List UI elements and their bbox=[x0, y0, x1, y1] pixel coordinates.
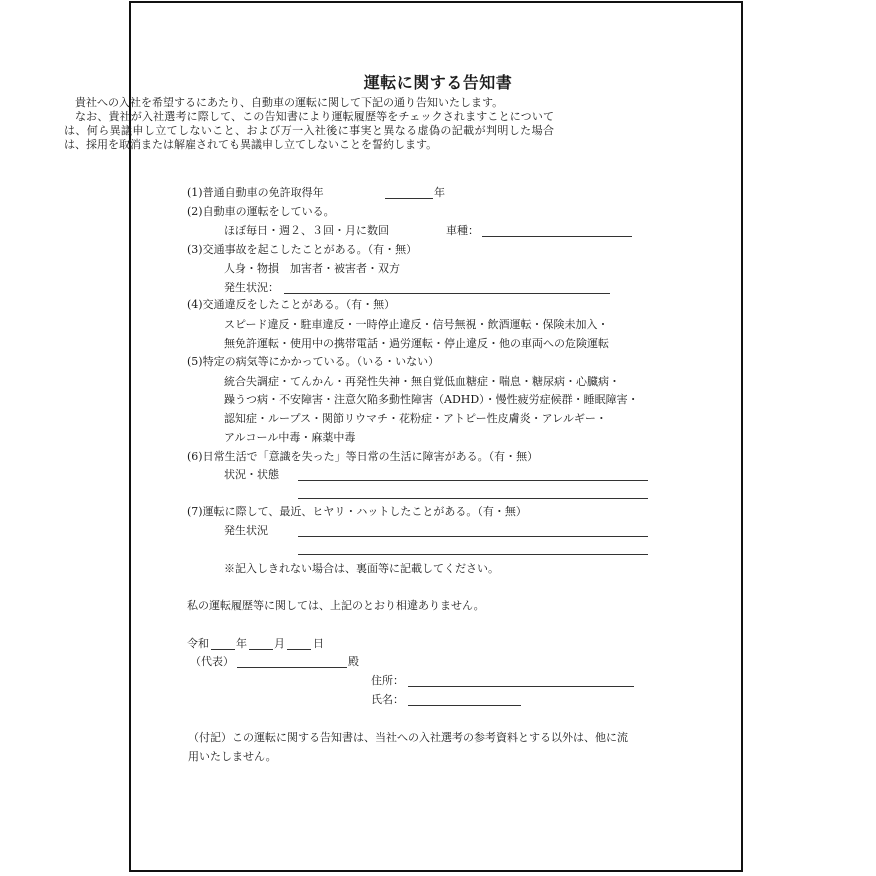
representative-suffix: 殿 bbox=[348, 655, 359, 668]
item-5-illness-line-1: 統合失調症・てんかん・再発性失神・無自覚低血糖症・喘息・糖尿病・心臓病・ bbox=[224, 375, 620, 388]
item-2-frequency: ほぼ毎日・週２、３回・月に数回 bbox=[224, 224, 389, 237]
item-3-accident-type: 人身・物損 加害者・被害者・双方 bbox=[224, 262, 400, 275]
item-7-field-2[interactable] bbox=[298, 554, 648, 555]
item-4-violations-line-2: 無免許運転・使用中の携帯電話・過労運転・停止違反・他の車両への危険運転 bbox=[224, 337, 609, 350]
item-7-field-1[interactable] bbox=[298, 536, 648, 537]
item-7-label: (7)運転に際して、最近、ヒヤリ・ハットしたことがある。（有・無） bbox=[187, 505, 527, 518]
date-era: 令和 bbox=[187, 637, 209, 650]
intro-text bbox=[64, 96, 554, 152]
item-5-illness-line-2: 躁うつ病・不安障害・注意欠陥多動性障害（ADHD）・慢性疲労症候群・睡眠障害・ bbox=[224, 393, 639, 406]
address-field[interactable] bbox=[408, 686, 634, 687]
date-day-field[interactable] bbox=[287, 649, 311, 650]
note-text: ※記入しきれない場合は、裏面等に記載してください。 bbox=[224, 562, 499, 575]
accident-status-field[interactable] bbox=[284, 293, 610, 294]
date-month-field[interactable] bbox=[249, 649, 273, 650]
name-field[interactable] bbox=[408, 705, 521, 706]
declaration-text: 私の運転履歴等に関しては、上記のとおり相違ありません。 bbox=[187, 599, 485, 612]
date-year-label: 年 bbox=[236, 637, 247, 650]
date-month-label: 月 bbox=[274, 637, 285, 650]
item-6-label: (6)日常生活で「意識を失った」等日常の生活に障害がある。（有・無） bbox=[187, 450, 539, 463]
item-3-label: (3)交通事故を起こしたことがある。（有・無） bbox=[187, 243, 418, 256]
document-title: 運転に関する告知書 bbox=[363, 73, 513, 92]
item-5-label: (5)特定の病気等にかかっている。（いる・いない） bbox=[187, 355, 440, 368]
intro-paragraph-2: なお、貴社が入社選考に際して、この告知書により運転履歴等をチェックされますことについては、何ら異議申し立てしないこと、および万一入社後に事実と異なる虚偽の記載が判明した場合は、採用を取消または解雇されても異議申し立てしないことを誓約します。 bbox=[64, 110, 554, 151]
name-label: 氏名： bbox=[371, 693, 404, 706]
item-4-label: (4)交通違反をしたことがある。（有・無） bbox=[187, 298, 396, 311]
item-5-illness-line-4: アルコール中毒・麻薬中毒 bbox=[224, 431, 356, 444]
item-1-label: (1)普通自動車の免許取得年 bbox=[187, 186, 324, 199]
item-2-label: (2)自動車の運転をしている。 bbox=[187, 205, 335, 218]
item-4-violations-line-1: スピード違反・駐車違反・一時停止違反・信号無視・飲酒運転・保険未加入・ bbox=[224, 318, 609, 331]
item-6-status-label: 状況・状態 bbox=[224, 468, 279, 481]
license-year-field[interactable] bbox=[385, 198, 433, 199]
item-1-unit: 年 bbox=[434, 186, 445, 199]
item-5-illness-line-3: 認知症・ループス・関節リウマチ・花粉症・アトピー性皮膚炎・アレルギー・ bbox=[224, 412, 607, 425]
car-type-field[interactable] bbox=[482, 236, 632, 237]
item-6-field-2[interactable] bbox=[298, 498, 648, 499]
address-label: 住所： bbox=[371, 674, 404, 687]
footer-note-line-1: （付記）この運転に関する告知書は、当社への入社選考の参考資料とする以外は、他に流 bbox=[188, 731, 628, 744]
intro-paragraph-1: 貴社への入社を希望するにあたり、自動車の運転に関して下記の通り告知いたします。 bbox=[75, 96, 504, 109]
accident-status-label: 発生状況： bbox=[224, 281, 279, 294]
item-7-status-label: 発生状況 bbox=[224, 524, 268, 537]
date-day-label: 日 bbox=[313, 637, 324, 650]
date-year-field[interactable] bbox=[211, 649, 235, 650]
representative-field[interactable] bbox=[237, 667, 347, 668]
representative-label: （代表） bbox=[190, 655, 234, 668]
car-type-label: 車種： bbox=[446, 224, 479, 237]
footer-note-line-2: 用いたしません。 bbox=[188, 750, 277, 763]
item-6-field-1[interactable] bbox=[298, 480, 648, 481]
